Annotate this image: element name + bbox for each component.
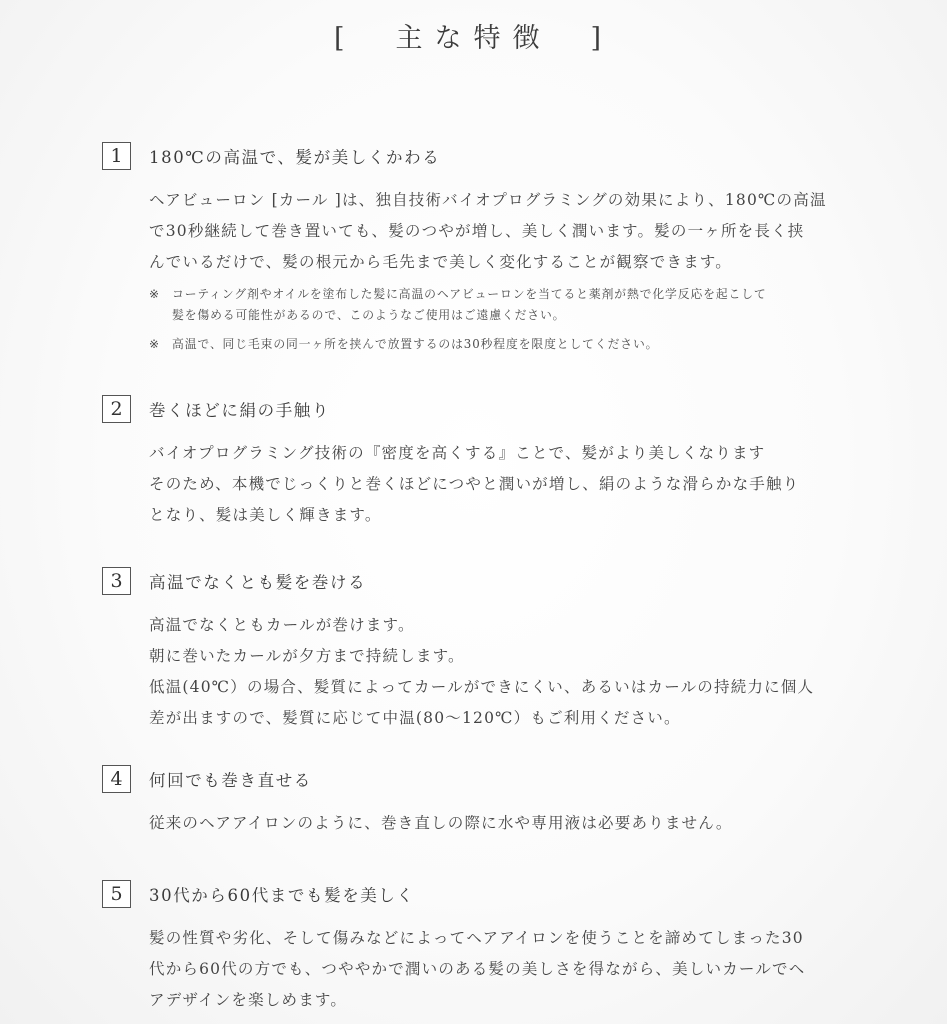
- feature-3: [102, 567, 862, 734]
- body-line: で30秒継続して巻き置いても、髪のつやが増し、美しく潤います。髪の一ヶ所を長く挟: [149, 222, 805, 240]
- note-mark: ※: [149, 287, 160, 301]
- body-line: アデザインを楽しめます。: [149, 991, 348, 1009]
- note-line: 髪を傷める可能性があるので、このようなご使用はご遠慮ください。: [172, 308, 566, 322]
- feature-1: [102, 142, 862, 363]
- feature-heading: 高温でなくとも髪を巻ける: [149, 573, 367, 592]
- feature-heading: 巻くほどに絹の手触り: [149, 401, 330, 420]
- feature-number-badge: 4: [102, 765, 131, 793]
- feature-body: [149, 610, 859, 734]
- body-line: 朝に巻いたカールが夕方まで持続します。: [149, 647, 465, 665]
- feature-heading: 180℃の高温で、髪が美しくかわる: [149, 148, 441, 167]
- feature-number-badge: 5: [102, 880, 131, 908]
- body-line: 代から60代の方でも、つややかで潤いのある髪の美しさを得ながら、美しいカールでヘ: [149, 960, 806, 978]
- note-line: 高温で、同じ毛束の同一ヶ所を挟んで放置するのは30秒程度を限度としてください。: [172, 337, 659, 351]
- feature-heading: 何回でも巻き直せる: [149, 771, 312, 790]
- page-title: [ 主な特徴 ]: [333, 23, 614, 54]
- notes: [149, 284, 859, 355]
- note-line: コーティング剤やオイルを塗布した髪に高温のヘアビューロンを当てると薬剤が熱で化学反応を起こして: [172, 287, 767, 301]
- body-line: 差が出ますので、髪質に応じて中温(80～120℃）もご利用ください。: [149, 709, 681, 727]
- body-line: 従来のヘアアイロンのように、巻き直しの際に水や専用液は必要ありません。: [149, 814, 733, 832]
- feature-header: [102, 880, 862, 908]
- body-line: 髪の性質や劣化、そして傷みなどによってヘアアイロンを使うことを諦めてしまった30: [149, 929, 804, 947]
- feature-header: [102, 567, 862, 595]
- feature-body: [149, 923, 859, 1016]
- feature-5: [102, 880, 862, 1016]
- feature-body: [149, 808, 859, 839]
- note-text: [172, 334, 658, 355]
- feature-header: [102, 395, 862, 423]
- feature-2: [102, 395, 862, 531]
- body-line: 低温(40℃）の場合、髪質によってカールができにくい、あるいはカールの持続力に個人: [149, 678, 815, 696]
- note-mark: ※: [149, 337, 160, 351]
- note: [149, 284, 859, 326]
- body-line: ヘアビューロン [カール ]は、独自技術バイオプログラミングの効果により、180℃の高温: [149, 191, 827, 209]
- feature-body: [149, 438, 859, 531]
- feature-header: [102, 765, 862, 793]
- body-line: となり、髪は美しく輝きます。: [149, 506, 382, 524]
- feature-body: [149, 185, 859, 355]
- body-line: バイオプログラミング技術の『密度を高くする』ことで、髪がより美しくなります: [149, 444, 766, 462]
- feature-header: [102, 142, 862, 170]
- note: [149, 334, 859, 355]
- note-text: [172, 284, 767, 326]
- feature-heading: 30代から60代までも髪を美しく: [149, 886, 415, 905]
- feature-number-badge: 3: [102, 567, 131, 595]
- feature-number-badge: 2: [102, 395, 131, 423]
- feature-4: [102, 765, 862, 839]
- body-line: んでいるだけで、髪の根元から毛先まで美しく変化することが観察できます。: [149, 253, 732, 271]
- body-line: そのため、本機でじっくりと巻くほどにつやと潤いが増し、絹のような滑らかな手触り: [149, 475, 800, 493]
- body-line: 高温でなくともカールが巻けます。: [149, 616, 415, 634]
- feature-number-badge: 1: [102, 142, 131, 170]
